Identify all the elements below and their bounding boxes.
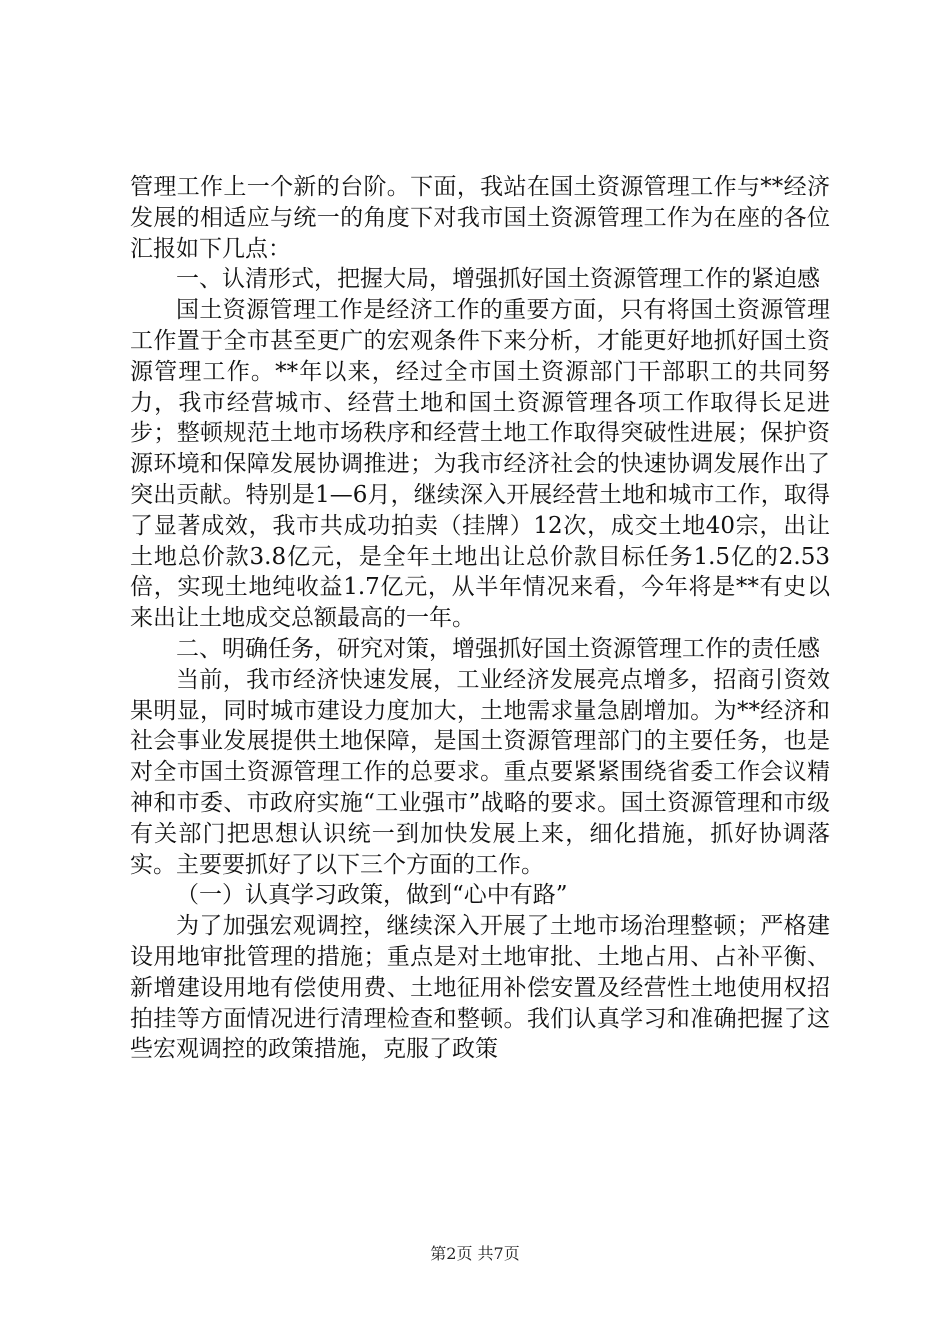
paragraph-3: 当前，我市经济快速发展，工业经济发展亮点增多，招商引资效果明显，同时城市建设力度加大，土地需求量急剧增加。为**经济和社会事业发展提供土地保障，是国土资源管理部门的主要任务，也是对全市国土资源管理工作的总要求。重点要紧紧围绕省委工作会议精神和市委、市政府实施“工业强市”战略的要求。国土资源管理和市级有关部门把思想认识统一到加快发展上来，细化措施，抓好协调落实。主要要抓好了以下三个方面的工作。 [130, 666, 830, 878]
paragraph-1: 管理工作上一个新的台阶。下面，我站在国土资源管理工作与**经济发展的相适应与统一的角度下对我市国土资源管理工作为在座的各位汇报如下几点： [130, 174, 830, 262]
section-heading-1: 一、认清形式，把握大局，增强抓好国土资源管理工作的紧迫感 [176, 266, 820, 293]
paragraph-2: 国土资源管理工作是经济工作的重要方面，只有将国土资源管理工作置于全市甚至更广的宏观条件下来分析，才能更好地抓好国土资源管理工作。**年以来，经过全市国土资源部门干部职工的共同努力，我市经营城市、经营土地和国土资源管理各项工作取得长足进步；整顿规范土地市场秩序和经营土地工作取得突破性进展；保护资源环境和保障发展协调推进；为我市经济社会的快速协调发展作出了突出贡献。特别是1—6月，继续深入开展经营土地和城市工作，取得了显著成效，我市共成功拍卖（挂牌）12次，成交土地40宗，出让土地总价款3.8亿元，是全年土地出让总价款目标任务1.5亿的2.53倍，实现土地纯收益1.7亿元，从半年情况来看，今年将是**有史以来出让土地成交总额最高的一年。 [130, 297, 830, 632]
subsection-heading-1: （一）认真学习政策，做到“心中有路” [176, 882, 568, 909]
paragraph-4: 为了加强宏观调控，继续深入开展了土地市场治理整顿；严格建设用地审批管理的措施；重点是对土地审批、土地占用、占补平衡、新增建设用地有偿使用费、土地征用补偿安置及经营性土地使用权招拍挂等方面情况进行清理检查和整顿。我们认真学习和准确把握了这些宏观调控的政策措施，克服了政策 [130, 913, 830, 1063]
page-footer [0, 1244, 950, 1264]
section-heading-2: 二、明确任务，研究对策，增强抓好国土资源管理工作的责任感 [176, 635, 820, 662]
page-number: 第2页 共7页 [430, 1244, 520, 1263]
document-body [130, 172, 830, 1065]
